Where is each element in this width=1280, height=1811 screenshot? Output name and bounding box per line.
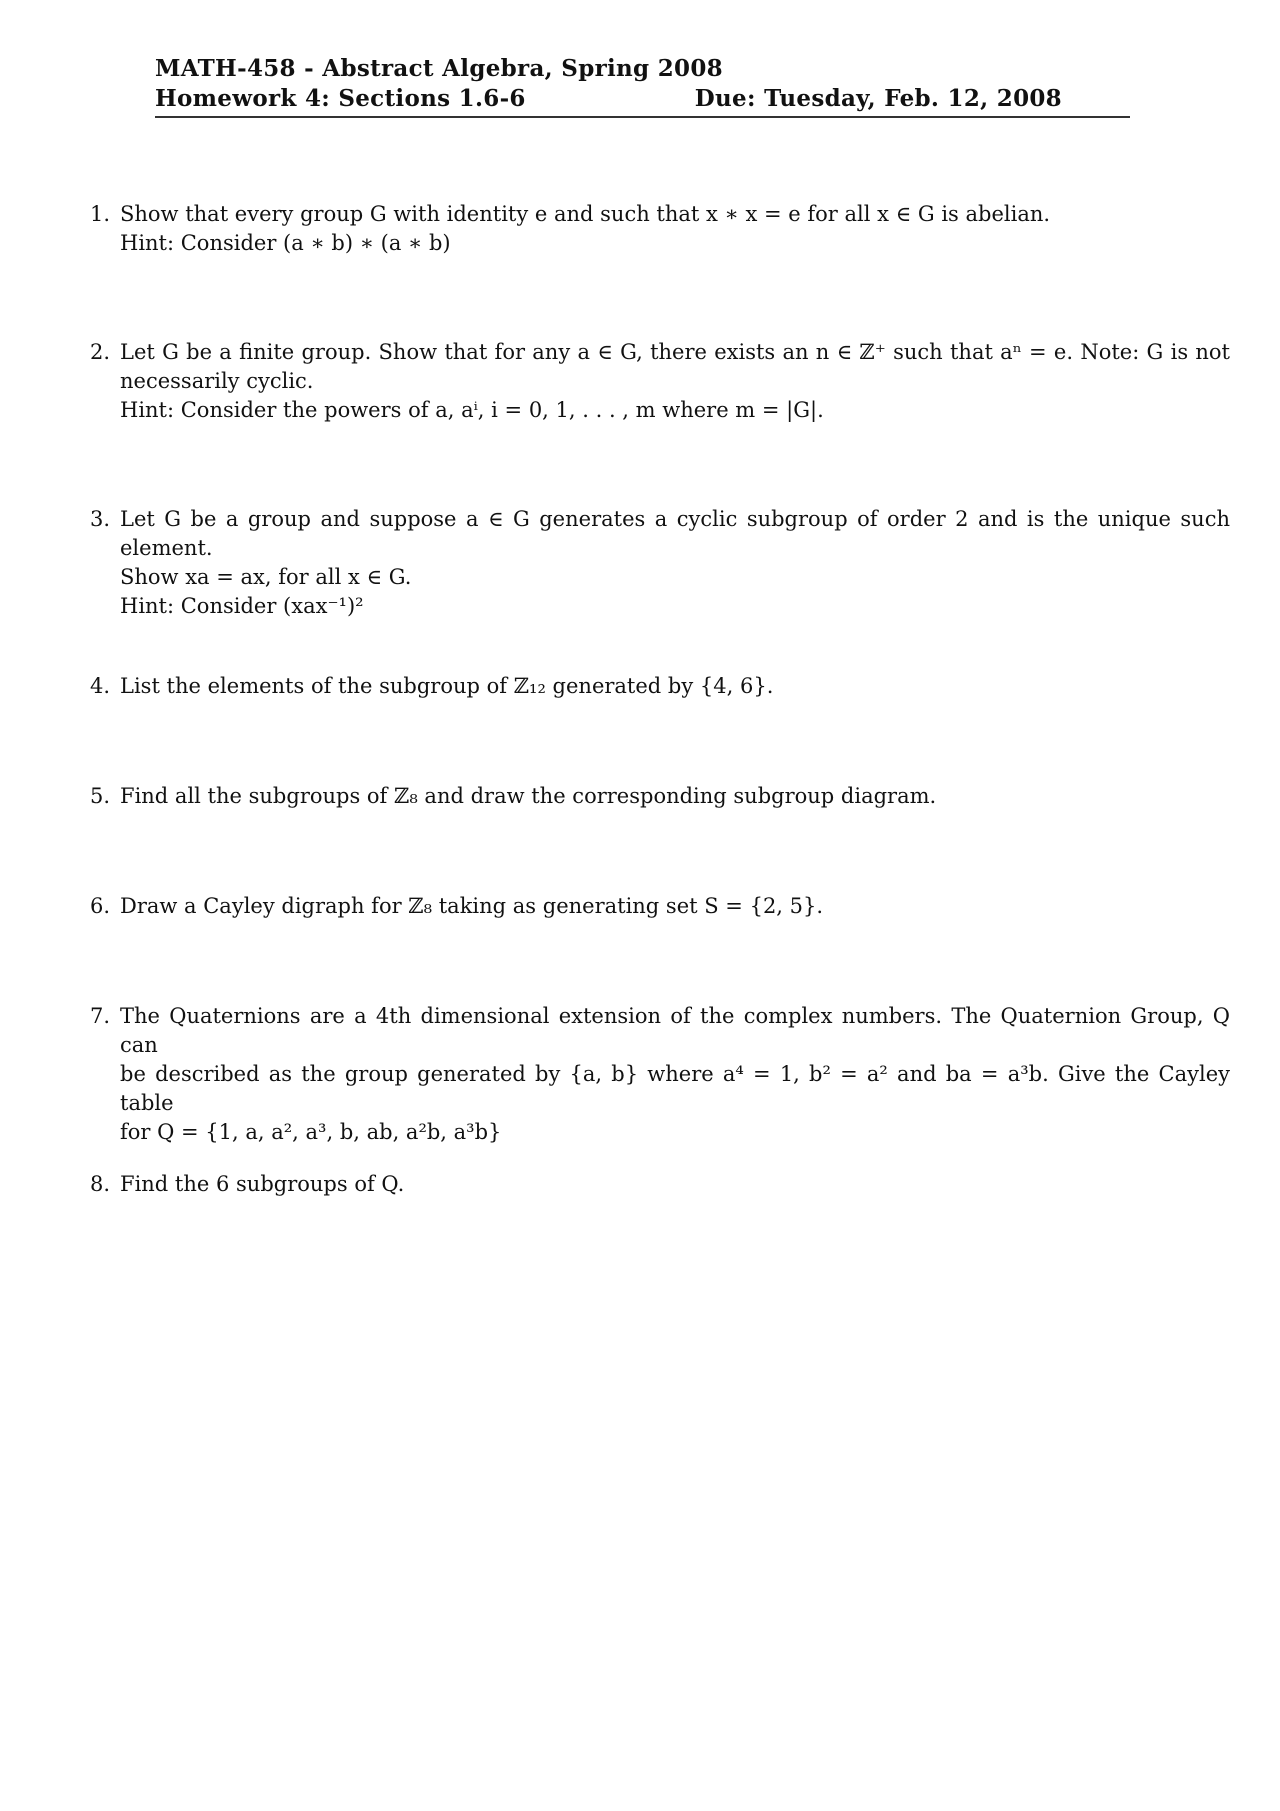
problem-5 [90, 782, 1230, 811]
problem-text: Let G be a finite group. Show that for any a ∈ G, there exists an n ∈ ℤ⁺ such that aⁿ = e. Note: G is not [120, 340, 1230, 364]
problem-8 [90, 1170, 1230, 1199]
problem-number: 5. [90, 784, 111, 808]
document-header [155, 54, 1130, 118]
problem-number: 1. [90, 202, 111, 226]
problem-4 [90, 672, 1230, 701]
homework-title: Homework 4: Sections 1.6-6 [155, 85, 526, 112]
problem-text-continued: be described as the group generated by {a, b} where a⁴ = 1, b² = a² and ba = a³b. Give the Cayley table [120, 1062, 1230, 1115]
problem-text: Find the 6 subgroups of Q. [120, 1172, 405, 1196]
problem-text: List the elements of the subgroup of ℤ₁₂ generated by {4, 6}. [120, 674, 774, 698]
problem-text: The Quaternions are a 4th dimensional extension of the complex numbers. The Quaternion Group, Q can [120, 1004, 1230, 1057]
problem-number: 6. [90, 894, 111, 918]
problem-number: 7. [90, 1004, 111, 1028]
problem-number: 8. [90, 1172, 111, 1196]
problem-text: Find all the subgroups of ℤ₈ and draw the corresponding subgroup diagram. [120, 784, 937, 808]
problem-hint: Hint: Consider (xax⁻¹)² [120, 594, 364, 618]
problem-hint: Hint: Consider the powers of a, aⁱ, i = 0, 1, . . . , m where m = |G|. [120, 398, 824, 422]
problem-text-continued: Show xa = ax, for all x ∈ G. [120, 565, 412, 589]
problem-3 [90, 505, 1230, 621]
problem-text-continued: necessarily cyclic. [120, 369, 314, 393]
problem-text: Draw a Cayley digraph for ℤ₈ taking as generating set S = {2, 5}. [120, 894, 824, 918]
problem-text-continued: for Q = {1, a, a², a³, b, ab, a²b, a³b} [120, 1120, 502, 1144]
problem-number: 2. [90, 340, 111, 364]
problem-number: 3. [90, 507, 111, 531]
course-title: MATH-458 - Abstract Algebra, Spring 2008 [155, 55, 723, 82]
problem-2 [90, 338, 1230, 425]
problem-1 [90, 200, 1230, 258]
problem-6 [90, 892, 1230, 921]
problem-hint: Hint: Consider (a ∗ b) ∗ (a ∗ b) [120, 231, 451, 255]
problem-7 [90, 1002, 1230, 1147]
header-row [155, 84, 1130, 114]
problem-text: Show that every group G with identity e and such that x ∗ x = e for all x ∈ G is abelian. [120, 202, 1051, 226]
problem-text: Let G be a group and suppose a ∈ G generates a cyclic subgroup of order 2 and is the unique such element. [120, 507, 1230, 560]
problem-number: 4. [90, 674, 111, 698]
due-date: Due: Tuesday, Feb. 12, 2008 [694, 85, 1062, 112]
